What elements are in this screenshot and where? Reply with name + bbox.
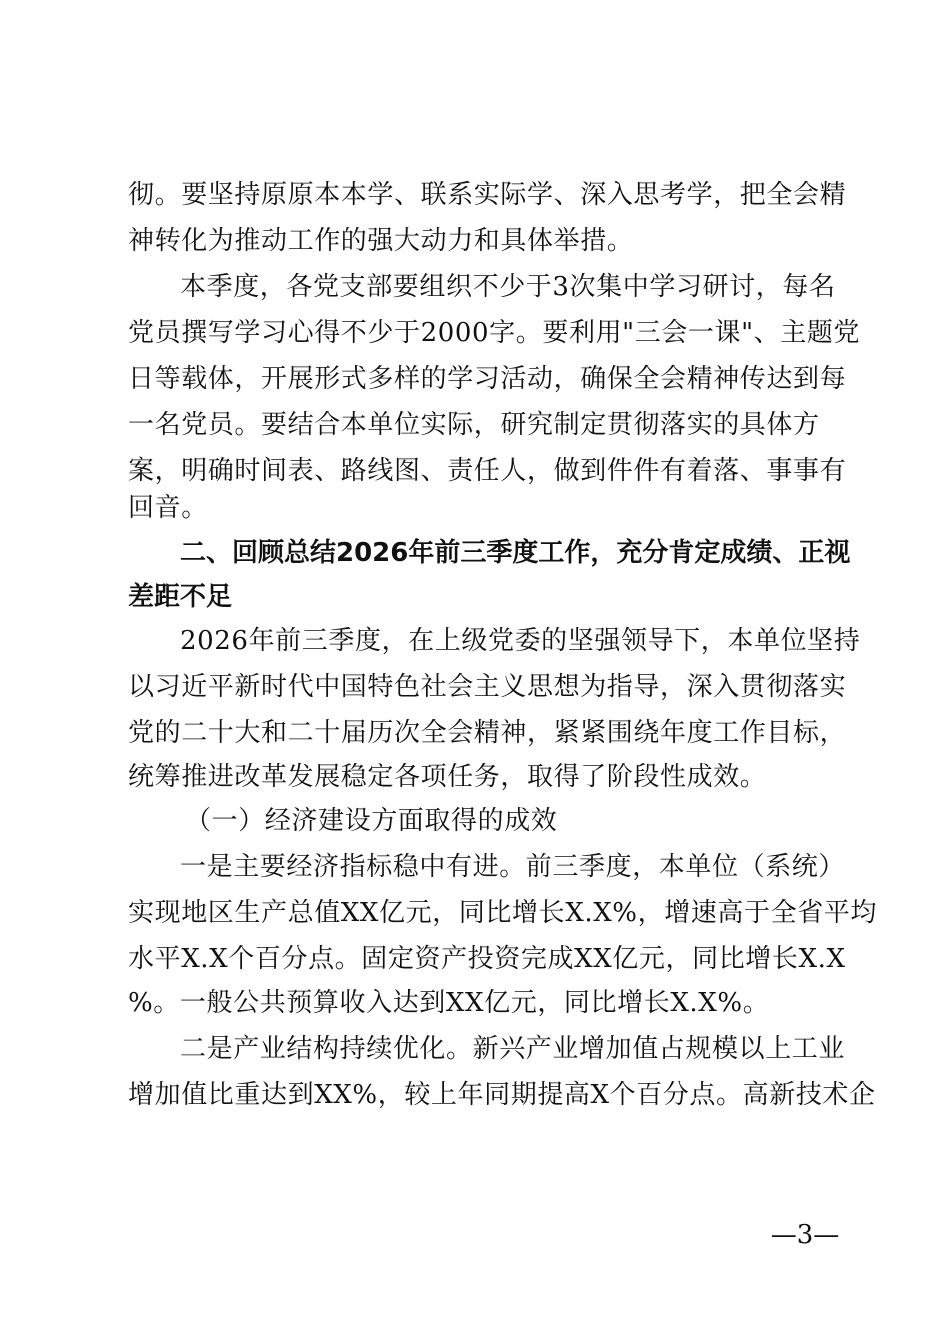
body-text-line: 党的二十大和二十届历次全会精神，紧紧围绕年度工作目标， — [128, 718, 847, 748]
body-text-line: 回音。 — [128, 493, 208, 523]
body-text-line: 一名党员。要结合本单位实际，研究制定贯彻落实的具体方 — [128, 410, 820, 440]
paragraph-first-line: 二是产业结构持续优化。新兴产业增加值占规模以上工业 — [180, 1034, 846, 1064]
body-text-line: 统筹推进改革发展稳定各项任务，取得了阶段性成效。 — [128, 762, 767, 792]
section-heading-continued: 差距不足 — [128, 582, 233, 612]
body-text-line: 增加值比重达到XX%，较上年同期提高X个百分点。高新技术企 — [128, 1080, 876, 1110]
body-text-line: 实现地区生产总值XX亿元，同比增长X.X%，增速高于全省平均 — [128, 898, 878, 928]
paragraph-first-line: 一是主要经济指标稳中有进。前三季度，本单位（系统） — [180, 852, 846, 882]
paragraph-first-line: 2026年前三季度，在上级党委的坚强领导下，本单位坚持 — [180, 626, 861, 656]
body-text-line: 党员撰写学习心得不少于2000字。要利用"三会一课"、主题党 — [128, 318, 861, 348]
subsection-heading: （一）经济建设方面取得的成效 — [185, 806, 558, 836]
body-text-line: 日等载体，开展形式多样的学习活动，确保全会精神传达到每 — [128, 364, 847, 394]
body-text-line: %。一般公共预算收入达到XX亿元，同比增长X.X%。 — [128, 988, 770, 1018]
body-text-line: 神转化为推动工作的强大动力和具体举措。 — [128, 226, 634, 256]
paragraph-first-line: 本季度，各党支部要组织不少于3次集中学习研讨，每名 — [180, 272, 836, 302]
section-heading: 二、回顾总结2026年前三季度工作，充分肯定成绩、正视 — [180, 538, 851, 568]
page-number: —3— — [770, 1220, 840, 1250]
body-text-line: 案，明确时间表、路线图、责任人，做到件件有着落、事事有 — [128, 456, 847, 486]
body-text-line: 彻。要坚持原原本本学、联系实际学、深入思考学，把全会精 — [128, 180, 847, 210]
body-text-line: 以习近平新时代中国特色社会主义思想为指导，深入贯彻落实 — [128, 672, 847, 702]
body-text-line: 水平X.X个百分点。固定资产投资完成XX亿元，同比增长X.X — [128, 944, 846, 974]
